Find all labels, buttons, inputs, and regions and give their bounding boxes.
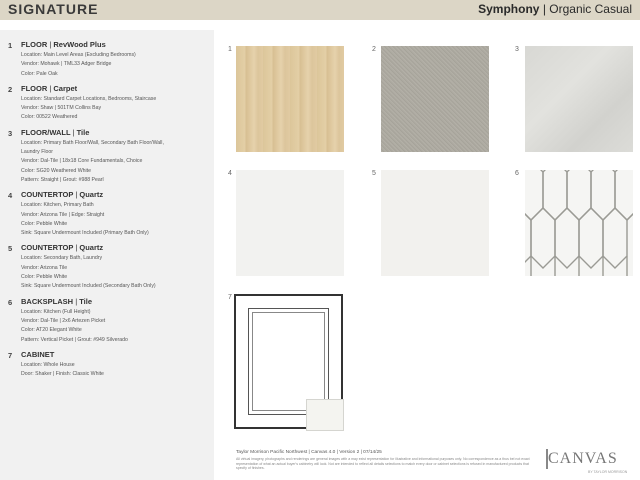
selection-title-separator: | [75, 243, 78, 253]
selection-number: 3 [8, 128, 13, 138]
selection-number: 1 [8, 41, 13, 50]
selection-detail-line: Vendor: Dal-Tile | 2x6 Artezen Picket [21, 317, 106, 324]
selection-item [8, 350, 208, 380]
swatch-7-number: 7 [228, 294, 232, 301]
selection-detail-line: Vendor: Arizona Tile [21, 264, 68, 271]
selection-detail-line: Color: AT20 Elegant White [21, 327, 82, 334]
selection-material: Tile [76, 127, 90, 137]
selection-details [21, 190, 208, 238]
selection-detail-line: Location: Main Level Areas (Excluding Bedrooms) [21, 52, 136, 58]
style-name: Organic Casual [549, 2, 632, 16]
selection-number: 2 [8, 84, 13, 94]
selection-title-separator: | [49, 83, 52, 93]
selection-category: COUNTERTOP [21, 243, 74, 253]
selection-title-separator: | [49, 40, 52, 49]
selection-category: COUNTERTOP [21, 190, 74, 200]
selection-title [21, 297, 208, 307]
swatch-2-number: 2 [372, 46, 376, 53]
selection-number: 4 [8, 191, 13, 201]
selection-title [21, 190, 208, 200]
swatch-5-number: 5 [372, 170, 376, 177]
selection-detail-line: Vendor: Dal-Tile | 18x18 Core Fundamentals, Choice [21, 158, 143, 165]
selection-detail-line: Location: Primary Bath Floor/Wall, Secondary Bath Floor/Wall, [21, 139, 164, 146]
header-bar [0, 0, 640, 20]
selection-detail-line: Pattern: Straight | Grout: #988 Pearl [21, 176, 104, 183]
logo-text: CANVAS [548, 450, 618, 467]
selection-detail-line: Vendor: Arizona Tile | Edge: Straight [21, 211, 105, 218]
selection-detail-line: Sink: Square Undermount Included (Primary Bath Only) [21, 230, 149, 237]
selection-detail-line: Pattern: Vertical Picket | Grout: #949 Silverado [21, 336, 128, 343]
selection-number: 7 [8, 350, 13, 360]
swatch-6-backsplash [525, 170, 633, 276]
selection-detail-line: Color: Pebble White [21, 274, 68, 281]
selection-detail-line: Location: Kitchen (Full Height) [21, 308, 91, 315]
selection-detail-line: Color: Pebble White [21, 220, 68, 227]
swatch-1-number: 1 [228, 46, 232, 53]
selection-detail-line: Vendor: Shaw | 501TM Collins Bay [21, 105, 102, 112]
brand-title: SIGNATURE [8, 1, 99, 17]
selection-title [21, 84, 208, 94]
canvas-logo [540, 444, 630, 474]
selection-material: Tile [79, 296, 93, 306]
selection-title-separator: | [72, 127, 75, 137]
swatch-1-flooring-wood [236, 46, 344, 152]
selection-details [21, 350, 208, 380]
selection-detail-line: Color: 00522 Weathered [21, 114, 78, 121]
swatch-2-carpet [381, 46, 489, 152]
footer-notes [236, 450, 536, 471]
selection-item [8, 297, 208, 345]
selection-details [21, 40, 208, 79]
selection-detail-line: Vendor: Mohawk | TML33 Adger Bridge [21, 61, 112, 68]
cabinet-door-panel [252, 312, 325, 411]
cabinet-finish-chip [306, 399, 344, 431]
swatch-board [214, 30, 640, 480]
selection-details [21, 84, 208, 123]
collection-title [478, 2, 632, 16]
selection-category: BACKSPLASH [21, 296, 74, 306]
selection-title [21, 40, 208, 50]
selection-material: RevWood Plus [53, 40, 106, 49]
swatch-6-number: 6 [515, 170, 519, 177]
selection-detail-line: Location: Secondary Bath, Laundry [21, 255, 103, 262]
selection-detail-line: Color: Pale Oak [21, 70, 58, 77]
selection-item [8, 40, 208, 79]
selection-details [21, 297, 208, 345]
selection-detail-line: Laundry Floor [21, 149, 54, 156]
selection-material: Carpet [53, 83, 78, 93]
selection-material: Quartz [79, 243, 104, 253]
selection-title [21, 243, 208, 253]
swatch-4-countertop [236, 170, 344, 276]
selection-details [21, 128, 208, 185]
selection-category: FLOOR [21, 83, 48, 93]
selection-detail-line: Door: Shaker | Finish: Classic White [21, 371, 104, 378]
selection-number: 5 [8, 244, 13, 254]
swatch-3-number: 3 [515, 46, 519, 53]
selection-detail-line: Location: Kitchen, Primary Bath [21, 202, 94, 209]
collection-separator: | [542, 2, 546, 16]
selection-detail-line: Location: Standard Carpet Locations, Bedrooms, Staircase [21, 95, 157, 102]
selection-item [8, 128, 208, 185]
footer-disclaimer: All virtual imagery, photographs and renderings are general images with a may exist representation for illustrative and informational purposes only. No correspondence as a thus bel not exact representation of what an actual buyer's cabinetry will look. Not are intended to reflect all details selections to match every door or cabinet selections is refused in manufactured products that specify of finishes. [236, 457, 530, 470]
selection-title [21, 128, 208, 138]
selection-item [8, 243, 208, 291]
selection-material: Quartz [79, 190, 104, 200]
selections-list [0, 30, 214, 480]
logo-subtext: BY TAYLOR MORRISON [588, 470, 628, 474]
selection-title-separator: | [75, 190, 78, 200]
selection-title-separator: | [75, 296, 78, 306]
selection-detail-line: Color: SG20 Weathered White [21, 167, 91, 174]
selection-category: CABINET [21, 349, 55, 359]
selection-details [21, 243, 208, 291]
footer-credit: Taylor Morrison Pacific Northwest | Canvas 4.0 | Version 2 | 07/14/25 [236, 450, 382, 455]
swatch-4-number: 4 [228, 170, 232, 177]
collection-name: Symphony [478, 2, 540, 16]
selection-category: FLOOR/WALL [21, 127, 71, 137]
selection-detail-line: Location: Whole House [21, 361, 75, 368]
selection-item [8, 190, 208, 238]
selection-category: FLOOR [21, 40, 48, 49]
picket-pattern [525, 170, 633, 276]
swatch-3-tile [525, 46, 633, 152]
selection-detail-line: Sink: Square Undermount Included (Secondary Bath Only) [21, 283, 156, 290]
selection-number: 6 [8, 297, 13, 307]
selection-title [21, 350, 208, 360]
selection-item [8, 84, 208, 123]
swatch-5-countertop [381, 170, 489, 276]
